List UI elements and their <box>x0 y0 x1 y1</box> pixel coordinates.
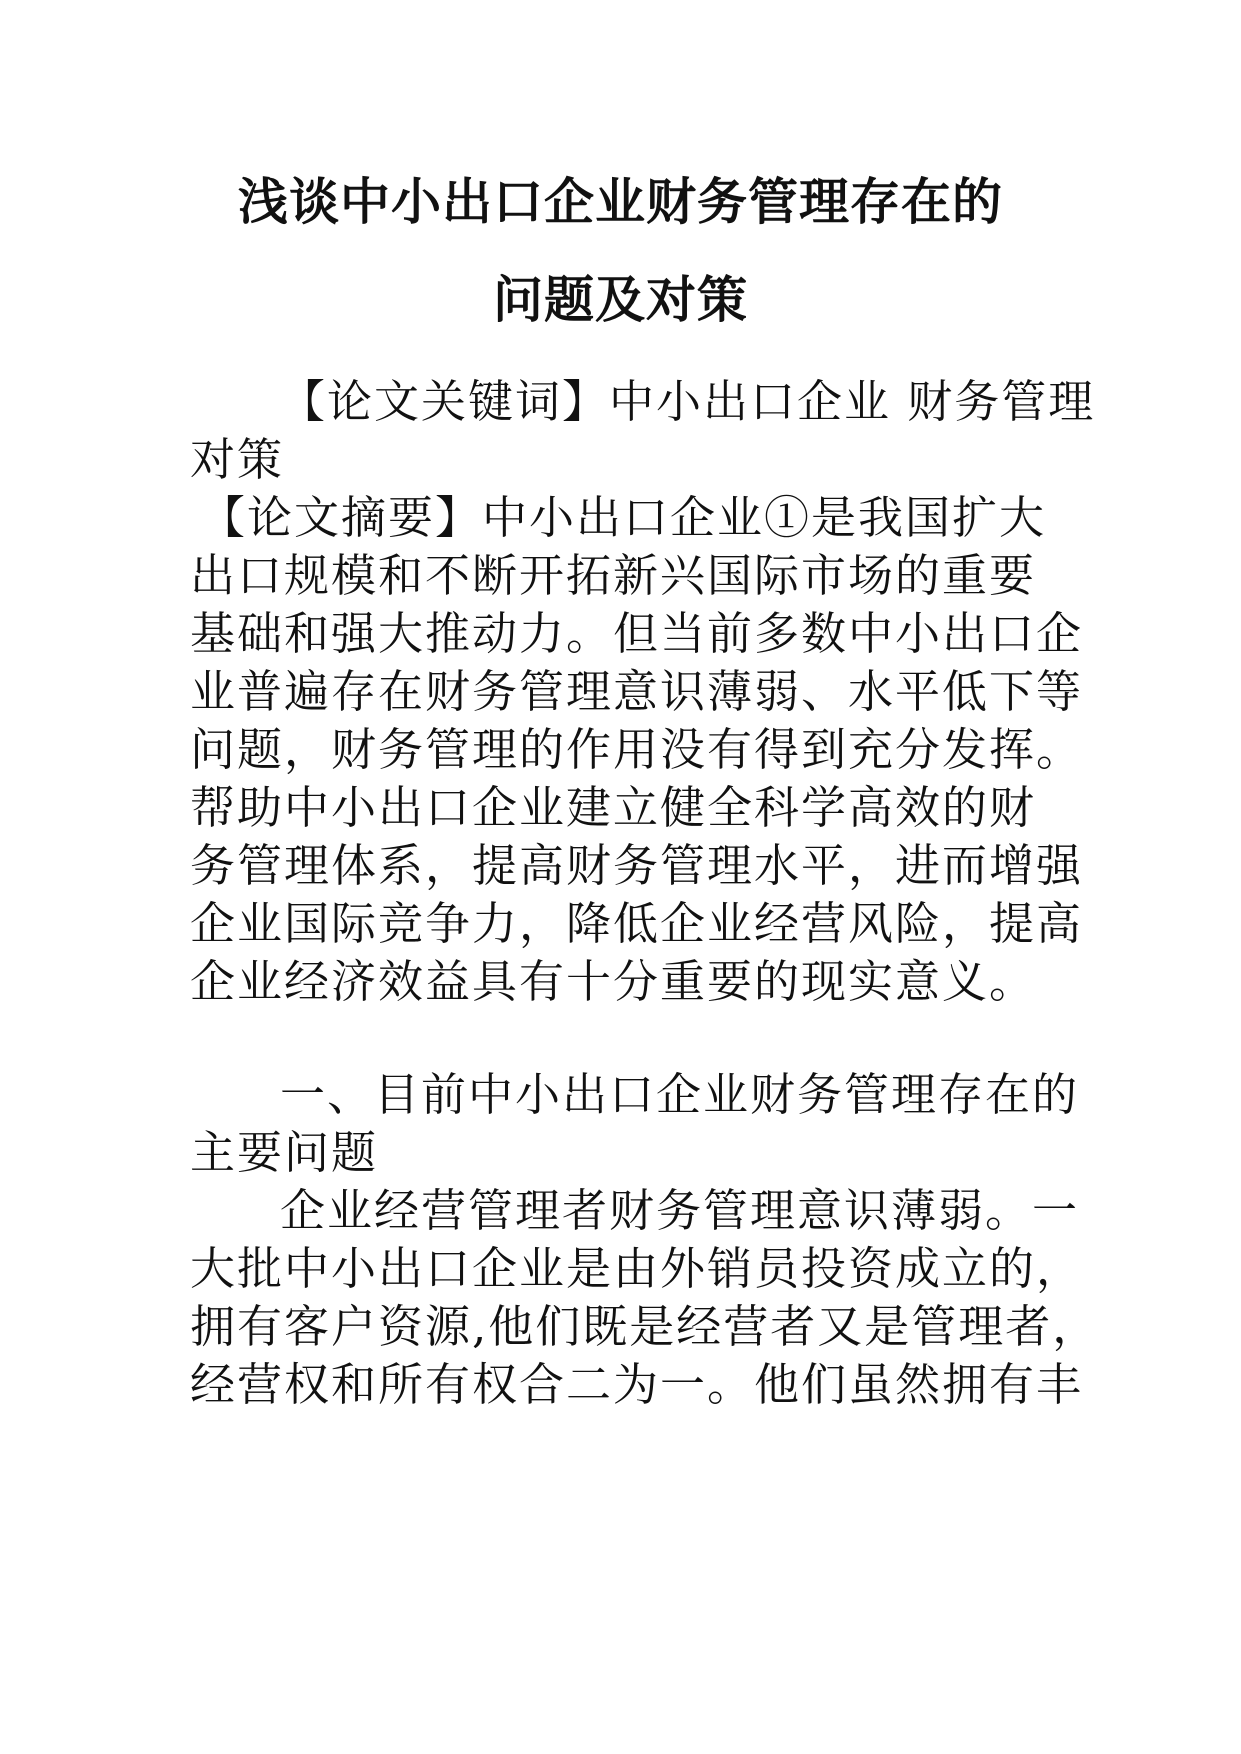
abstract-line: 务管理体系，提高财务管理水平，进而增强 <box>190 839 1084 892</box>
body-line: 经营权和所有权合二为一。他们虽然拥有丰 <box>190 1358 1084 1411</box>
body-line: 大批中小出口企业是由外销员投资成立的， <box>190 1242 1084 1295</box>
keywords-line-2: 对策 <box>190 433 285 486</box>
document-title-line-1: 浅谈中小出口企业财务管理存在的 <box>238 173 1003 231</box>
abstract-line: 企业国际竞争力，降低企业经营风险，提高 <box>190 897 1084 950</box>
abstract-line: 出口规模和不断开拓新兴国际市场的重要 <box>190 549 1037 602</box>
abstract-line: 帮助中小出口企业建立健全科学高效的财 <box>190 781 1037 834</box>
document-title-line-2: 问题及对策 <box>493 271 748 329</box>
body-line: 企业经营管理者财务管理意识薄弱。一 <box>280 1184 1080 1237</box>
body-line: 拥有客户资源,他们既是经营者又是管理者， <box>190 1300 1100 1353</box>
abstract-line: 问题，财务管理的作用没有得到充分发挥。 <box>190 723 1084 776</box>
section-heading-line-1: 一、目前中小出口企业财务管理存在的 <box>280 1068 1080 1121</box>
abstract-line: 企业经济效益具有十分重要的现实意义。 <box>190 955 1037 1008</box>
abstract-line: 业普遍存在财务管理意识薄弱、水平低下等 <box>190 665 1084 718</box>
abstract-line: 【论文摘要】中小出口企业①是我国扩大 <box>200 491 1047 544</box>
abstract-line: 基础和强大推动力。但当前多数中小出口企 <box>190 607 1084 660</box>
keywords-line-1: 【论文关键词】中小出口企业 财务管理 <box>280 375 1096 428</box>
section-heading-line-2: 主要问题 <box>190 1126 379 1179</box>
